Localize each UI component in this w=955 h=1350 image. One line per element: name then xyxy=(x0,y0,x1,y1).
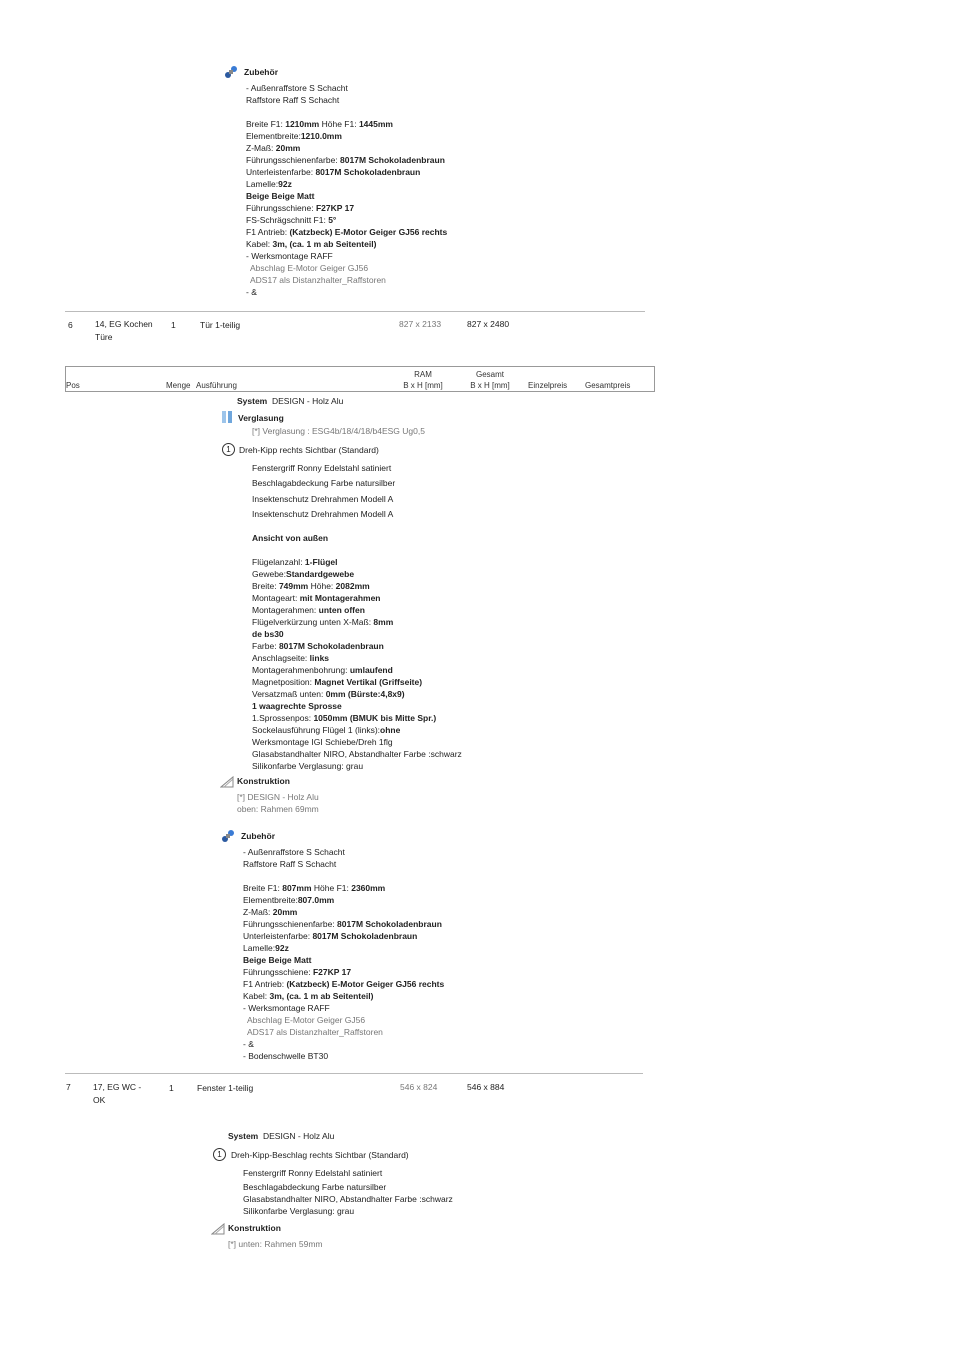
detail-line: Magnetposition: Magnet Vertikal (Griffseite) xyxy=(252,677,423,687)
zubehoer-icon xyxy=(221,829,235,843)
system-value: DESIGN - Holz Alu xyxy=(271,396,344,406)
detail-line: Montagerahmen: unten offen xyxy=(252,605,365,615)
zubehoer-details xyxy=(243,846,444,1062)
detail-line: Abschlag E-Motor Geiger GJ56 xyxy=(247,1015,366,1025)
description: Tür 1-teilig xyxy=(200,320,241,330)
item: Beschlagabdeckung Farbe natursilber xyxy=(243,1182,387,1192)
detail-line: Lamelle:92z xyxy=(243,943,289,953)
detail-line: Versatzmaß unten: 0mm (Bürste:4,8x9) xyxy=(252,689,405,699)
spec-lines xyxy=(252,556,462,772)
pos-number: 7 xyxy=(66,1082,71,1092)
pos-number: 6 xyxy=(68,320,73,330)
detail-line: Farbe: 8017M Schokoladenbraun xyxy=(252,641,384,651)
glazing-icon xyxy=(221,410,235,424)
detail-line: Gewebe:Standardgewebe xyxy=(252,569,355,579)
beschlag-number-icon: 1 xyxy=(222,443,235,456)
detail-line: Glasabstandhalter NIRO, Abstandhalter Farbe :schwarz xyxy=(252,749,462,759)
header-ram: RAM xyxy=(414,370,432,379)
detail-line: Sockelausführung Flügel 1 (links):ohne xyxy=(252,725,401,735)
header-gesamtpreis: Gesamtpreis xyxy=(585,381,631,390)
system-label: System xyxy=(237,396,268,406)
header-ausfuehrung: Ausführung xyxy=(196,381,237,390)
beschlag-title: Dreh-Kipp rechts Sichtbar (Standard) xyxy=(239,445,379,455)
zubehoer-icon xyxy=(224,65,238,79)
detail-line xyxy=(243,870,444,882)
item: Silikonfarbe Verglasung: grau xyxy=(243,1206,355,1216)
detail-line: Führungsschiene: F27KP 17 xyxy=(243,967,352,977)
item: Insektenschutz Drehrahmen Modell A xyxy=(252,509,394,519)
konstruktion-line: [*] DESIGN - Holz Alu xyxy=(237,792,319,802)
konstruktion-icon xyxy=(220,774,234,788)
item: Glasabstandhalter NIRO, Abstandhalter Farbe :schwarz xyxy=(243,1194,453,1204)
header-einzelpreis: Einzelpreis xyxy=(528,381,568,390)
detail-line: - Werksmontage RAFF xyxy=(243,1003,330,1013)
room-line2: Türe xyxy=(95,332,113,342)
detail-line: Abschlag E-Motor Geiger GJ56 xyxy=(250,263,369,273)
quantity: 1 xyxy=(171,320,176,330)
room-line1: 14, EG Kochen xyxy=(95,319,153,329)
detail-line: - Bodenschwelle BT30 xyxy=(243,1051,329,1061)
detail-line: 1.Sprossenpos: 1050mm (BMUK bis Mitte Spr.) xyxy=(252,713,437,723)
detail-line: Führungsschienenfarbe: 8017M Schokoladenbraun xyxy=(246,155,445,165)
detail-line: Kabel: 3m, (ca. 1 m ab Seitenteil) xyxy=(243,991,374,1001)
detail-line: Silikonfarbe Verglasung: grau xyxy=(252,761,364,771)
item: Beschlagabdeckung Farbe natursilber xyxy=(252,478,396,488)
detail-line: de bs30 xyxy=(252,629,284,639)
detail-line: - Werksmontage RAFF xyxy=(246,251,333,261)
detail-line: Flügelverkürzung unten X-Maß: 8mm xyxy=(252,617,394,627)
detail-line: Breite F1: 807mm Höhe F1: 2360mm xyxy=(243,883,386,893)
header-gesamt-unit: B x H [mm] xyxy=(470,381,510,390)
zubehoer-title: Zubehör xyxy=(241,831,275,841)
beschlag-number-icon: 1 xyxy=(213,1148,226,1161)
detail-line: - Außenraffstore S Schacht xyxy=(243,847,345,857)
item: Fenstergriff Ronny Edelstahl satiniert xyxy=(243,1168,383,1178)
detail-line: Kabel: 3m, (ca. 1 m ab Seitenteil) xyxy=(246,239,377,249)
quantity: 1 xyxy=(169,1083,174,1093)
item: Insektenschutz Drehrahmen Modell A xyxy=(252,494,394,504)
detail-line: Lamelle:92z xyxy=(246,179,292,189)
zubehoer-title: Zubehör xyxy=(244,67,278,77)
divider xyxy=(65,311,645,312)
detail-line: - & xyxy=(246,287,257,297)
detail-line: Werksmontage IGI Schiebe/Dreh 1flg xyxy=(252,737,393,747)
beschlag-title: Dreh-Kipp-Beschlag rechts Sichtbar (Standard) xyxy=(231,1150,409,1160)
ram-dimension: 546 x 824 xyxy=(400,1082,438,1092)
konstruktion-title: Konstruktion xyxy=(228,1223,281,1233)
detail-line: - Außenraffstore S Schacht xyxy=(246,83,348,93)
detail-line: Raffstore Raff S Schacht xyxy=(243,859,337,869)
divider xyxy=(65,1073,643,1074)
detail-line: Führungsschiene: F27KP 17 xyxy=(246,203,355,213)
system-row xyxy=(228,1130,334,1142)
detail-line: Flügelanzahl: 1-Flügel xyxy=(252,557,338,567)
detail-line: Raffstore Raff S Schacht xyxy=(246,95,340,105)
detail-line: ADS17 als Distanzhalter_Raffstoren xyxy=(247,1027,383,1037)
detail-line: Elementbreite:807.0mm xyxy=(243,895,335,905)
detail-line: Z-Maß: 20mm xyxy=(246,143,301,153)
detail-line: Führungsschienenfarbe: 8017M Schokoladenbraun xyxy=(243,919,442,929)
detail-line: Elementbreite:1210.0mm xyxy=(246,131,342,141)
system-value: DESIGN - Holz Alu xyxy=(262,1131,335,1141)
system-row xyxy=(237,395,343,407)
detail-line: FS-Schrägschnitt F1: 5° xyxy=(246,215,337,225)
detail-line xyxy=(246,106,447,118)
header-gesamt: Gesamt xyxy=(475,370,504,379)
konstruktion-icon xyxy=(211,1221,225,1235)
detail-line: Z-Maß: 20mm xyxy=(243,907,298,917)
detail-line: F1 Antrieb: (Katzbeck) E-Motor Geiger GJ56 rechts xyxy=(246,227,448,237)
detail-line: Breite F1: 1210mm Höhe F1: 1445mm xyxy=(246,119,393,129)
detail-line: Montagerahmenbohrung: umlaufend xyxy=(252,665,393,675)
konstruktion-value: [*] unten: Rahmen 59mm xyxy=(228,1239,323,1249)
detail-line: 1 waagrechte Sprosse xyxy=(252,701,342,711)
detail-line: F1 Antrieb: (Katzbeck) E-Motor Geiger GJ56 rechts xyxy=(243,979,445,989)
detail-line: Beige Beige Matt xyxy=(243,955,312,965)
detail-line: Unterleistenfarbe: 8017M Schokoladenbraun xyxy=(246,167,421,177)
room-line1: 17, EG WC - xyxy=(93,1082,142,1092)
gesamt-dimension: 827 x 2480 xyxy=(467,319,510,329)
item: Fenstergriff Ronny Edelstahl satiniert xyxy=(252,463,392,473)
header-pos: Pos xyxy=(66,381,80,390)
detail-line: - & xyxy=(243,1039,254,1049)
ram-dimension: 827 x 2133 xyxy=(399,319,442,329)
detail-line: Anschlagseite: links xyxy=(252,653,330,663)
verglasung-title: Verglasung xyxy=(238,413,284,423)
detail-line: Unterleistenfarbe: 8017M Schokoladenbraun xyxy=(243,931,418,941)
konstruktion-title: Konstruktion xyxy=(237,776,290,786)
detail-line: Breite: 749mm Höhe: 2082mm xyxy=(252,581,370,591)
verglasung-value: [*] Verglasung : ESG4b/18/4/18/b4ESG Ug0,5 xyxy=(252,426,425,436)
gesamt-dimension: 546 x 884 xyxy=(467,1082,505,1092)
zubehoer-details xyxy=(246,82,447,298)
detail-line: Beige Beige Matt xyxy=(246,191,315,201)
detail-line: Montageart: mit Montagerahmen xyxy=(252,593,381,603)
detail-line: ADS17 als Distanzhalter_Raffstoren xyxy=(250,275,386,285)
header-menge: Menge xyxy=(166,381,191,390)
room-line2: OK xyxy=(93,1095,106,1105)
header-ram-unit: B x H [mm] xyxy=(403,381,443,390)
ansicht-heading: Ansicht von außen xyxy=(252,533,329,543)
description: Fenster 1-teilig xyxy=(197,1083,254,1093)
system-label: System xyxy=(228,1131,259,1141)
konstruktion-line: oben: Rahmen 69mm xyxy=(237,804,319,814)
